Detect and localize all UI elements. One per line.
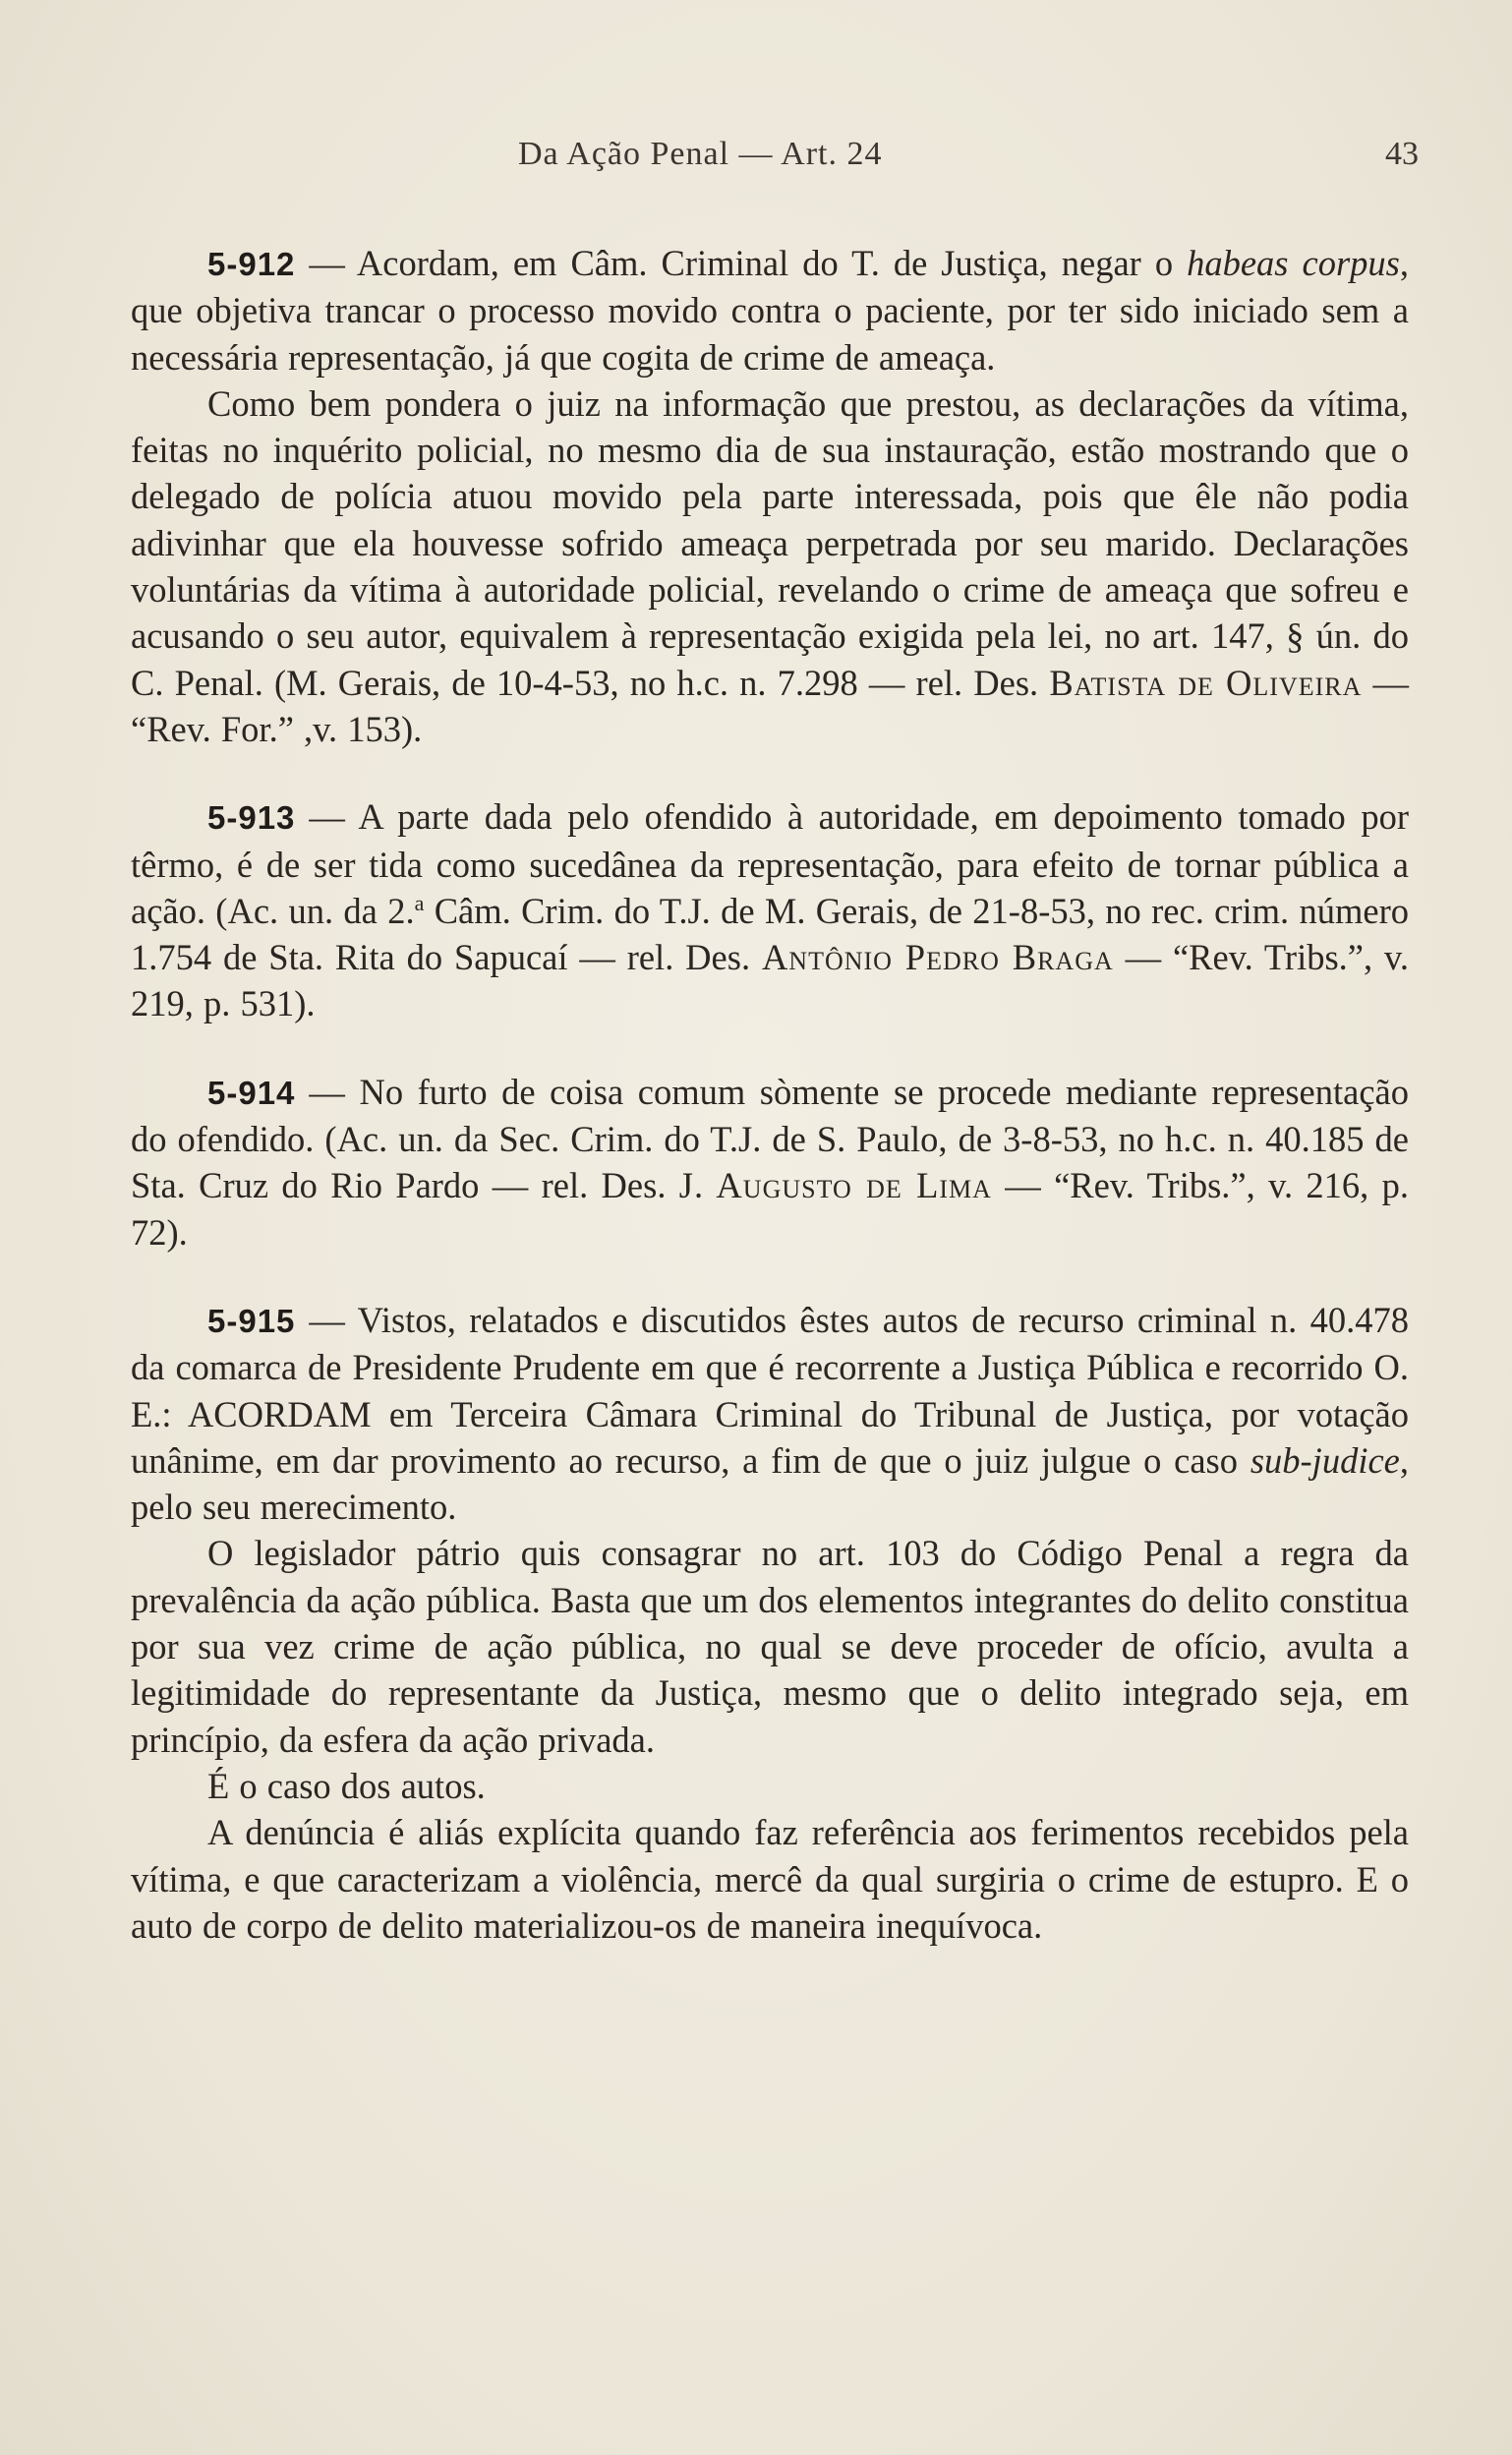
judge-name: Batista de Oliveira bbox=[1049, 662, 1363, 703]
entry-5-912 bbox=[131, 240, 1409, 752]
entry-paragraph: 5-913 — A parte dada pelo ofendido à autoridade, em depoimento tomado por têrmo, é de ser tida como sucedânea da representação, para efeito de tornar pública a ação. (Ac. un. da 2.$^a$ Câm. Crim. do T.J. de M. Gerais, de 21-8-53, no rec. crim. número 1.754 de Sta. Rita do Sapucaí — rel. Des. Antônio Pedro Braga — “Rev. Tribs.”, v. 219, p. 531). bbox=[131, 796, 1409, 1024]
entry-number: 5-914 bbox=[207, 1074, 296, 1111]
entry-5-913 bbox=[131, 793, 1409, 1026]
entry-number: 5-915 bbox=[207, 1302, 296, 1339]
entry-paragraph: A denúncia é aliás explícita quando faz referência aos ferimentos recebidos pela vítima, e que caracterizam a violência, mercê da qual surgiria o crime de estupro. E o auto de corpo de delito materializou-os de maneira inequívoca. bbox=[131, 1812, 1409, 1946]
entry-paragraph: Como bem pondera o juiz na informação que prestou, as declarações da vítima, feitas no inquérito policial, no mesmo dia de sua instauração, estão mostrando que o delegado de polícia atuou movido pela parte interessada, pois que êle não podia adivinhar que ela houvesse sofrido ameaça perpetrada por seu marido. Declarações voluntárias da vítima à autoridade policial, revelando o crime de ameaça que sofreu e acusando o seu autor, equivalem à representação exigida pela lei, no art. 147, § ún. do C. Penal. (M. Gerais, de 10-4-53, no h.c. n. 7.298 — rel. Des. Batista de Oliveira — “Rev. For.” ,v. 153). bbox=[131, 382, 1410, 749]
entry-paragraph: 5-915 — Vistos, relatados e discutidos êstes autos de recurso criminal n. 40.478 da comarca de Presidente Prudente em que é recorrente a Justiça Pública e recorrido O. E.: ACORDAM em Terceira Câmara Criminal do Tribunal de Justiça, por votação unânime, em dar provimento ao recurso, a fim de que o juiz julgue o caso sub-judice, pelo seu merecimento. bbox=[131, 1299, 1409, 1528]
ordinal-superscript: a bbox=[414, 890, 425, 915]
entry-5-915 bbox=[131, 1297, 1409, 1949]
page-header bbox=[0, 136, 1512, 185]
entry-paragraph: O legislador pátrio quis consagrar no art. 103 do Código Penal a regra da prevalência da ação pública. Basta que um dos elementos integrantes do delito constitua por sua vez crime de ação pública, no qual se deve proceder de ofício, avulta a legitimidade do representante da Justiça, mesmo que o delito integrado seja, em princípio, da esfera da ação privada. bbox=[131, 1533, 1409, 1760]
running-title: Da Ação Penal — Art. 24 bbox=[518, 136, 883, 172]
entry-paragraph: 5-914 — No furto de coisa comum sòmente se procede mediante representação do ofendido. (Ac. un. da Sec. Crim. do T.J. de S. Paulo, de 3-8-53, no h.c. n. 40.185 de Sta. Cruz do Rio Pardo — rel. Des. J. Augusto de Lima — “Rev. Tribs.”, v. 216, p. 72). bbox=[131, 1071, 1409, 1253]
judge-name: J. Augusto de Lima bbox=[678, 1165, 992, 1206]
entry-number: 5-912 bbox=[207, 246, 296, 282]
page-number: 43 bbox=[1385, 136, 1419, 172]
latin-term: habeas corpus bbox=[1187, 243, 1400, 283]
page-body bbox=[131, 240, 1409, 1990]
entry-paragraph: 5-912 — Acordam, em Câm. Criminal do T. de Justiça, negar o habeas corpus, que objetiva trancar o processo movido contra o paciente, por ter sido iniciado sem a necessária representação, já que cogita de crime de ameaça. bbox=[131, 243, 1410, 378]
latin-term: sub-judice bbox=[1250, 1439, 1400, 1481]
judge-name: Antônio Pedro Braga bbox=[761, 937, 1114, 978]
entry-paragraph: É o caso dos autos. bbox=[207, 1765, 486, 1806]
entry-5-914 bbox=[131, 1069, 1409, 1256]
entry-number: 5-913 bbox=[207, 799, 296, 837]
